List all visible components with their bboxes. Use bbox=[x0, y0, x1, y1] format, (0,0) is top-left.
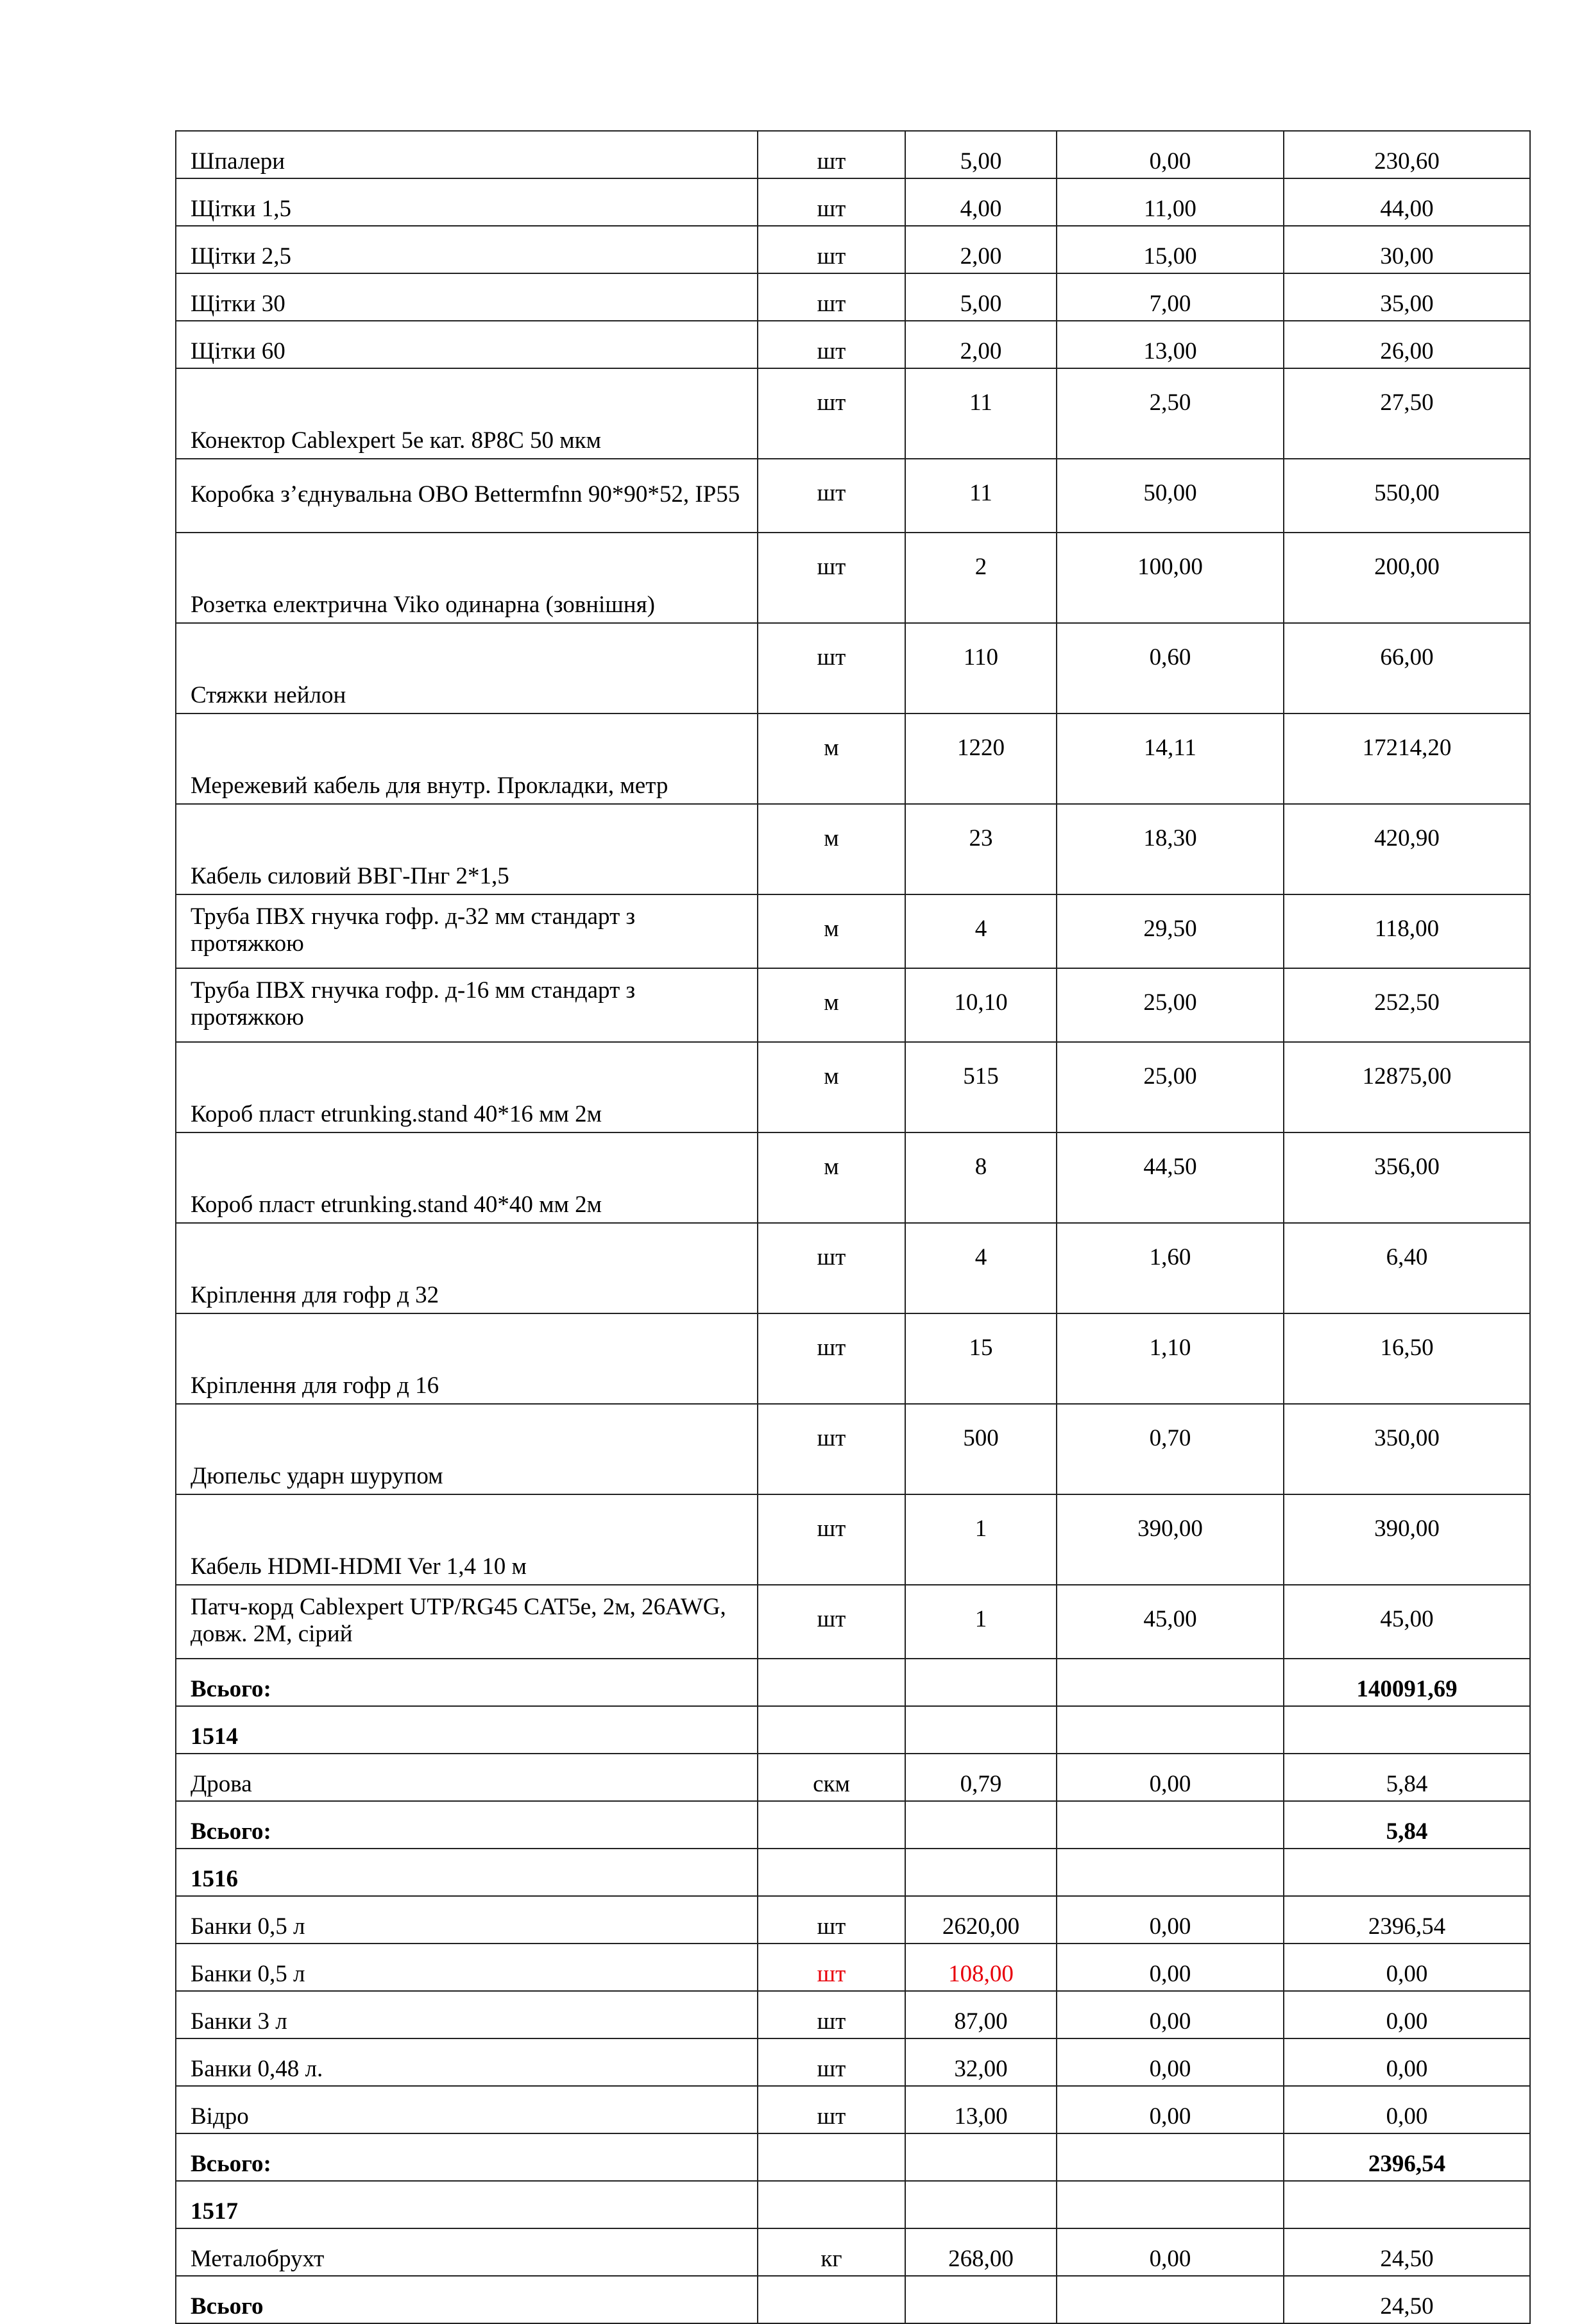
cell-qty: 0,79 bbox=[905, 1754, 1057, 1801]
cell-qty: 2,00 bbox=[905, 321, 1057, 368]
cell-qty: 15 bbox=[905, 1313, 1057, 1404]
cell-sum bbox=[1284, 1706, 1530, 1754]
cell-sum: 30,00 bbox=[1284, 226, 1530, 273]
cell-name: Всього: bbox=[176, 1801, 758, 1849]
cell-unit: шт bbox=[758, 1223, 905, 1313]
cell-price: 29,50 bbox=[1057, 894, 1284, 968]
cell-name: Короб пласт etrunking.stand 40*16 мм 2м bbox=[176, 1042, 758, 1132]
table-row bbox=[176, 1944, 1530, 1991]
cell-name: 1517 bbox=[176, 2181, 758, 2228]
cell-name: Конектор Cablexpert 5е кат. 8P8C 50 мкм bbox=[176, 368, 758, 459]
cell-name: Банки 0,5 л bbox=[176, 1896, 758, 1944]
table-row bbox=[176, 2038, 1530, 2086]
cell-name: Банки 3 л bbox=[176, 1991, 758, 2038]
table-row bbox=[176, 321, 1530, 368]
cell-qty: 11 bbox=[905, 459, 1057, 533]
cell-unit bbox=[758, 2276, 905, 2323]
cell-price: 0,00 bbox=[1057, 2086, 1284, 2133]
cell-sum: 17214,20 bbox=[1284, 713, 1530, 804]
cell-unit: шт bbox=[758, 2038, 905, 2086]
table-row bbox=[176, 131, 1530, 178]
total-row bbox=[176, 2276, 1530, 2323]
cell-qty bbox=[905, 2276, 1057, 2323]
cell-sum: 12875,00 bbox=[1284, 1042, 1530, 1132]
group-header-row bbox=[176, 2181, 1530, 2228]
cell-qty bbox=[905, 1659, 1057, 1706]
cell-name: Щітки 1,5 bbox=[176, 178, 758, 226]
total-row bbox=[176, 2133, 1530, 2181]
table-row bbox=[176, 1754, 1530, 1801]
group-header-row bbox=[176, 1706, 1530, 1754]
cell-sum: 356,00 bbox=[1284, 1132, 1530, 1223]
cell-name: Банки 0,48 л. bbox=[176, 2038, 758, 2086]
table-row bbox=[176, 804, 1530, 894]
cell-name: Відро bbox=[176, 2086, 758, 2133]
cell-price: 100,00 bbox=[1057, 533, 1284, 623]
cell-unit: м bbox=[758, 894, 905, 968]
cell-unit: м bbox=[758, 1042, 905, 1132]
cell-sum: 118,00 bbox=[1284, 894, 1530, 968]
cell-unit: кг bbox=[758, 2228, 905, 2276]
cell-qty: 2620,00 bbox=[905, 1896, 1057, 1944]
cell-name: Кріплення для гофр д 16 bbox=[176, 1313, 758, 1404]
cell-qty: 2 bbox=[905, 533, 1057, 623]
cell-price: 11,00 bbox=[1057, 178, 1284, 226]
cell-price bbox=[1057, 1659, 1284, 1706]
cell-sum: 200,00 bbox=[1284, 533, 1530, 623]
cell-qty: 8 bbox=[905, 1132, 1057, 1223]
table-row bbox=[176, 2086, 1530, 2133]
cell-unit bbox=[758, 1706, 905, 1754]
cell-price: 0,00 bbox=[1057, 1896, 1284, 1944]
cell-name: Кріплення для гофр д 32 bbox=[176, 1223, 758, 1313]
cell-sum: 44,00 bbox=[1284, 178, 1530, 226]
table-row bbox=[176, 2228, 1530, 2276]
cell-unit: шт bbox=[758, 2086, 905, 2133]
cell-unit bbox=[758, 1801, 905, 1849]
cell-name: Труба ПВХ гнучка гофр. д-32 мм стандарт з протяжкою bbox=[176, 894, 758, 968]
cell-unit: шт bbox=[758, 1313, 905, 1404]
cell-qty: 5,00 bbox=[905, 131, 1057, 178]
table-row bbox=[176, 713, 1530, 804]
cell-sum: 45,00 bbox=[1284, 1585, 1530, 1659]
cell-price bbox=[1057, 1849, 1284, 1896]
cell-unit: шт bbox=[758, 368, 905, 459]
cell-unit: шт bbox=[758, 1991, 905, 2038]
cell-price: 0,00 bbox=[1057, 1944, 1284, 1991]
cell-price: 1,10 bbox=[1057, 1313, 1284, 1404]
cell-name: Мережевий кабель для внутр. Прокладки, метр bbox=[176, 713, 758, 804]
cell-price: 13,00 bbox=[1057, 321, 1284, 368]
cell-price: 18,30 bbox=[1057, 804, 1284, 894]
cell-sum: 252,50 bbox=[1284, 968, 1530, 1042]
cell-price: 0,00 bbox=[1057, 2228, 1284, 2276]
cell-sum: 6,40 bbox=[1284, 1223, 1530, 1313]
cell-qty: 4 bbox=[905, 894, 1057, 968]
group-header-row bbox=[176, 1849, 1530, 1896]
cell-price: 2,50 bbox=[1057, 368, 1284, 459]
cell-price bbox=[1057, 2276, 1284, 2323]
cell-qty: 2,00 bbox=[905, 226, 1057, 273]
cell-unit: м bbox=[758, 1132, 905, 1223]
cell-qty: 87,00 bbox=[905, 1991, 1057, 2038]
cell-price: 1,60 bbox=[1057, 1223, 1284, 1313]
cell-name: Щітки 30 bbox=[176, 273, 758, 321]
cell-price: 0,60 bbox=[1057, 623, 1284, 713]
cell-unit: шт bbox=[758, 226, 905, 273]
cell-price: 390,00 bbox=[1057, 1494, 1284, 1585]
cell-unit bbox=[758, 2181, 905, 2228]
cell-sum: 16,50 bbox=[1284, 1313, 1530, 1404]
cell-unit: шт bbox=[758, 131, 905, 178]
table-row bbox=[176, 1494, 1530, 1585]
cell-qty: 13,00 bbox=[905, 2086, 1057, 2133]
cell-price: 0,00 bbox=[1057, 1991, 1284, 2038]
cell-name: Стяжки нейлон bbox=[176, 623, 758, 713]
cell-sum: 420,90 bbox=[1284, 804, 1530, 894]
cell-price: 0,70 bbox=[1057, 1404, 1284, 1494]
total-row bbox=[176, 1659, 1530, 1706]
cell-unit: шт bbox=[758, 1404, 905, 1494]
cell-price: 7,00 bbox=[1057, 273, 1284, 321]
cell-price: 44,50 bbox=[1057, 1132, 1284, 1223]
cell-price: 25,00 bbox=[1057, 1042, 1284, 1132]
cell-unit: шт bbox=[758, 273, 905, 321]
cell-name: Коробка з’єднувальна OBO Bettermfnn 90*90*52, IP55 bbox=[176, 459, 758, 533]
cell-price bbox=[1057, 2181, 1284, 2228]
cell-sum: 140091,69 bbox=[1284, 1659, 1530, 1706]
cell-sum: 24,50 bbox=[1284, 2276, 1530, 2323]
cell-sum: 27,50 bbox=[1284, 368, 1530, 459]
table-row bbox=[176, 623, 1530, 713]
cell-name: 1516 bbox=[176, 1849, 758, 1896]
cell-unit bbox=[758, 2133, 905, 2181]
table-row bbox=[176, 1223, 1530, 1313]
cell-sum: 0,00 bbox=[1284, 2038, 1530, 2086]
cell-qty: 1 bbox=[905, 1585, 1057, 1659]
cell-name: Дрова bbox=[176, 1754, 758, 1801]
cell-price bbox=[1057, 2133, 1284, 2181]
cell-sum: 350,00 bbox=[1284, 1404, 1530, 1494]
cell-name: Банки 0,5 л bbox=[176, 1944, 758, 1991]
cell-unit: скм bbox=[758, 1754, 905, 1801]
table-row bbox=[176, 1313, 1530, 1404]
cell-qty: 5,00 bbox=[905, 273, 1057, 321]
cell-price: 15,00 bbox=[1057, 226, 1284, 273]
cell-price: 0,00 bbox=[1057, 131, 1284, 178]
cell-qty: 268,00 bbox=[905, 2228, 1057, 2276]
cell-name: Всього: bbox=[176, 2133, 758, 2181]
cell-unit: м bbox=[758, 968, 905, 1042]
cell-qty: 32,00 bbox=[905, 2038, 1057, 2086]
cell-sum: 66,00 bbox=[1284, 623, 1530, 713]
cell-name: Патч-корд Cablexpert UTP/RG45 CAT5e, 2м, 26AWG, довж. 2М, сірий bbox=[176, 1585, 758, 1659]
cell-price: 0,00 bbox=[1057, 2038, 1284, 2086]
cell-unit: шт bbox=[758, 1585, 905, 1659]
cell-price: 25,00 bbox=[1057, 968, 1284, 1042]
cell-name: Щітки 60 bbox=[176, 321, 758, 368]
cell-name: Короб пласт etrunking.stand 40*40 мм 2м bbox=[176, 1132, 758, 1223]
cell-sum: 5,84 bbox=[1284, 1754, 1530, 1801]
cell-unit: м bbox=[758, 804, 905, 894]
cell-name: Труба ПВХ гнучка гофр. д-16 мм стандарт з протяжкою bbox=[176, 968, 758, 1042]
cell-name: Всього bbox=[176, 2276, 758, 2323]
cell-sum: 0,00 bbox=[1284, 1944, 1530, 1991]
cell-name: Кабель HDMI-HDMI Ver 1,4 10 м bbox=[176, 1494, 758, 1585]
cell-sum: 0,00 bbox=[1284, 2086, 1530, 2133]
cell-qty: 500 bbox=[905, 1404, 1057, 1494]
cell-unit: шт bbox=[758, 623, 905, 713]
cell-sum: 230,60 bbox=[1284, 131, 1530, 178]
cell-sum: 24,50 bbox=[1284, 2228, 1530, 2276]
cell-qty bbox=[905, 1706, 1057, 1754]
cell-price: 50,00 bbox=[1057, 459, 1284, 533]
table-row bbox=[176, 226, 1530, 273]
table-row bbox=[176, 459, 1530, 533]
cell-qty bbox=[905, 1849, 1057, 1896]
cell-unit: шт bbox=[758, 533, 905, 623]
cell-name: Всього: bbox=[176, 1659, 758, 1706]
inventory-table bbox=[175, 130, 1531, 2324]
cell-unit: шт bbox=[758, 1944, 905, 1991]
cell-qty bbox=[905, 2181, 1057, 2228]
cell-unit: шт bbox=[758, 321, 905, 368]
cell-name: Щітки 2,5 bbox=[176, 226, 758, 273]
cell-price: 0,00 bbox=[1057, 1754, 1284, 1801]
cell-price bbox=[1057, 1706, 1284, 1754]
cell-unit: шт bbox=[758, 1494, 905, 1585]
cell-qty: 1 bbox=[905, 1494, 1057, 1585]
cell-sum: 2396,54 bbox=[1284, 2133, 1530, 2181]
table-row bbox=[176, 968, 1530, 1042]
table-row bbox=[176, 1896, 1530, 1944]
cell-name: Металобрухт bbox=[176, 2228, 758, 2276]
table-row bbox=[176, 273, 1530, 321]
table-row bbox=[176, 1042, 1530, 1132]
table-row bbox=[176, 1585, 1530, 1659]
cell-sum: 35,00 bbox=[1284, 273, 1530, 321]
cell-qty: 11 bbox=[905, 368, 1057, 459]
cell-sum bbox=[1284, 2181, 1530, 2228]
cell-qty: 110 bbox=[905, 623, 1057, 713]
cell-price bbox=[1057, 1801, 1284, 1849]
cell-qty bbox=[905, 1801, 1057, 1849]
cell-sum: 26,00 bbox=[1284, 321, 1530, 368]
cell-sum: 550,00 bbox=[1284, 459, 1530, 533]
cell-unit: шт bbox=[758, 459, 905, 533]
cell-name: Кабель силовий ВВГ-Пнг 2*1,5 bbox=[176, 804, 758, 894]
table-row bbox=[176, 1991, 1530, 2038]
cell-qty: 108,00 bbox=[905, 1944, 1057, 1991]
cell-unit: м bbox=[758, 713, 905, 804]
cell-unit bbox=[758, 1659, 905, 1706]
cell-sum: 0,00 bbox=[1284, 1991, 1530, 2038]
table-row bbox=[176, 533, 1530, 623]
cell-qty: 23 bbox=[905, 804, 1057, 894]
cell-unit bbox=[758, 1849, 905, 1896]
cell-price: 14,11 bbox=[1057, 713, 1284, 804]
table-row bbox=[176, 1404, 1530, 1494]
cell-qty: 515 bbox=[905, 1042, 1057, 1132]
cell-sum: 5,84 bbox=[1284, 1801, 1530, 1849]
cell-name: 1514 bbox=[176, 1706, 758, 1754]
cell-sum: 2396,54 bbox=[1284, 1896, 1530, 1944]
table-row bbox=[176, 1132, 1530, 1223]
table-row bbox=[176, 894, 1530, 968]
cell-qty: 4 bbox=[905, 1223, 1057, 1313]
cell-qty: 4,00 bbox=[905, 178, 1057, 226]
cell-unit: шт bbox=[758, 178, 905, 226]
cell-name: Розетка електрична Viko одинарна (зовнішня) bbox=[176, 533, 758, 623]
cell-name: Дюпельс ударн шурупом bbox=[176, 1404, 758, 1494]
cell-qty: 10,10 bbox=[905, 968, 1057, 1042]
cell-unit: шт bbox=[758, 1896, 905, 1944]
cell-name: Шпалери bbox=[176, 131, 758, 178]
table-row bbox=[176, 368, 1530, 459]
total-row bbox=[176, 1801, 1530, 1849]
cell-sum: 390,00 bbox=[1284, 1494, 1530, 1585]
table-row bbox=[176, 178, 1530, 226]
cell-price: 45,00 bbox=[1057, 1585, 1284, 1659]
cell-qty: 1220 bbox=[905, 713, 1057, 804]
cell-sum bbox=[1284, 1849, 1530, 1896]
cell-qty bbox=[905, 2133, 1057, 2181]
